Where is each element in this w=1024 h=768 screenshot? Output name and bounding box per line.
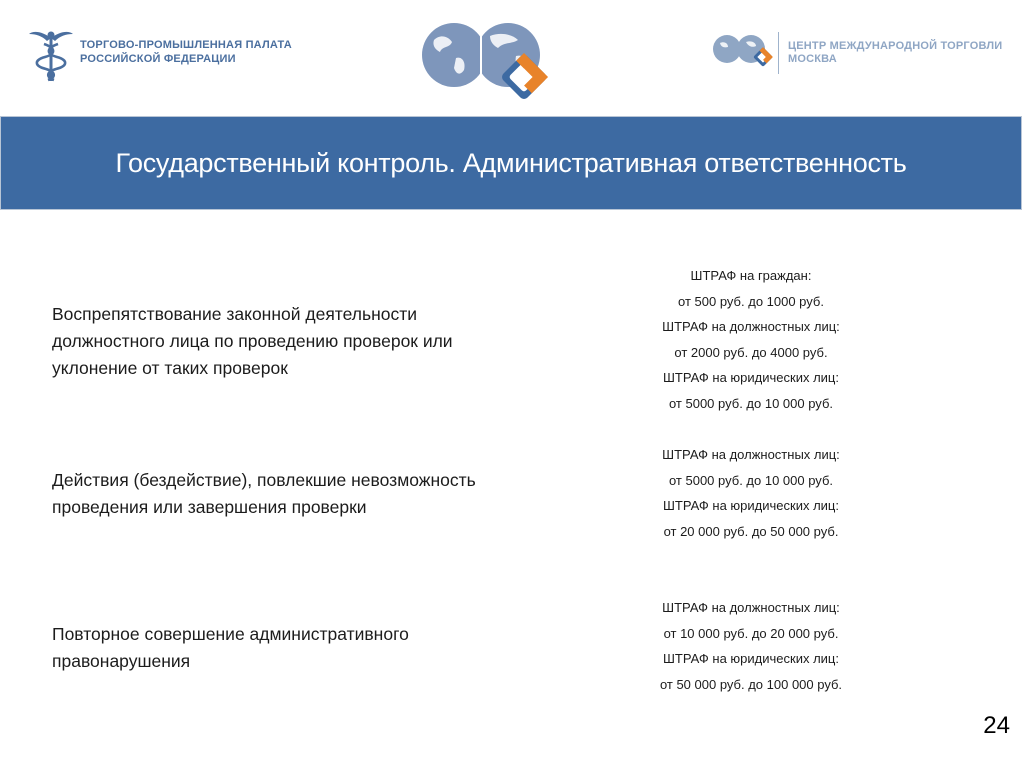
tpp-logo-line2: РОССИЙСКОЙ ФЕДЕРАЦИИ <box>80 53 236 65</box>
violation-text: Действия (бездействие), повлекшие невозможность проведения или завершения проверки <box>52 470 476 517</box>
fine-line: от 5000 руб. до 10 000 руб. <box>668 472 834 488</box>
wtc-logo-line1: ЦЕНТР МЕЖДУНАРОДНОЙ ТОРГОВЛИ <box>788 40 1003 52</box>
wtc-logo-line2: МОСКВА <box>788 53 837 65</box>
fine-line: ШТРАФ на юридических лиц: <box>663 498 839 514</box>
tpp-logo <box>28 24 328 84</box>
fine-line: от 50 000 руб. до 100 000 руб. <box>659 676 843 692</box>
fine-line: от 2000 руб. до 4000 руб. <box>674 344 828 360</box>
wtc-logo-text <box>788 40 1002 66</box>
tpp-logo-line1: ТОРГОВО-ПРОМЫШЛЕННАЯ ПАЛАТА <box>80 39 292 51</box>
header <box>0 0 1024 116</box>
wtc-moscow-logo <box>712 30 1012 76</box>
logo-divider <box>778 32 779 74</box>
fine-line: ШТРАФ на юридических лиц: <box>663 370 839 386</box>
fine-line: от 20 000 руб. до 50 000 руб. <box>663 523 839 539</box>
caduceus-icon <box>28 24 74 84</box>
fine-line: ШТРАФ на должностных лиц: <box>662 600 840 615</box>
fine-block <box>636 442 866 544</box>
fine-line: от 500 руб. до 1000 руб. <box>678 293 824 309</box>
tpp-logo-text <box>80 38 292 66</box>
wtc-globe-icon <box>712 34 774 68</box>
fine-line: ШТРАФ на граждан: <box>690 268 812 283</box>
fine-line: ШТРАФ на должностных лиц: <box>662 447 840 462</box>
fine-line: ШТРАФ на юридических лиц: <box>663 651 839 667</box>
title-bar <box>0 116 1022 210</box>
fine-line: ШТРАФ на должностных лиц: <box>662 319 840 335</box>
fine-line: от 10 000 руб. до 20 000 руб. <box>663 625 839 641</box>
slide-title: Государственный контроль. Административная ответственность <box>115 147 907 178</box>
page-number: 24 <box>983 712 1010 739</box>
violation-text: Воспрепятствование законной деятельности должностного лица по проведению проверок или уклонение от таких проверок <box>52 304 453 378</box>
violation-text: Повторное совершение административного правонарушения <box>52 624 409 671</box>
fine-block <box>636 263 866 417</box>
world-trade-center-globe-icon <box>420 22 560 104</box>
fine-block <box>636 595 866 697</box>
fine-line: от 5000 руб. до 10 000 руб. <box>668 395 834 411</box>
